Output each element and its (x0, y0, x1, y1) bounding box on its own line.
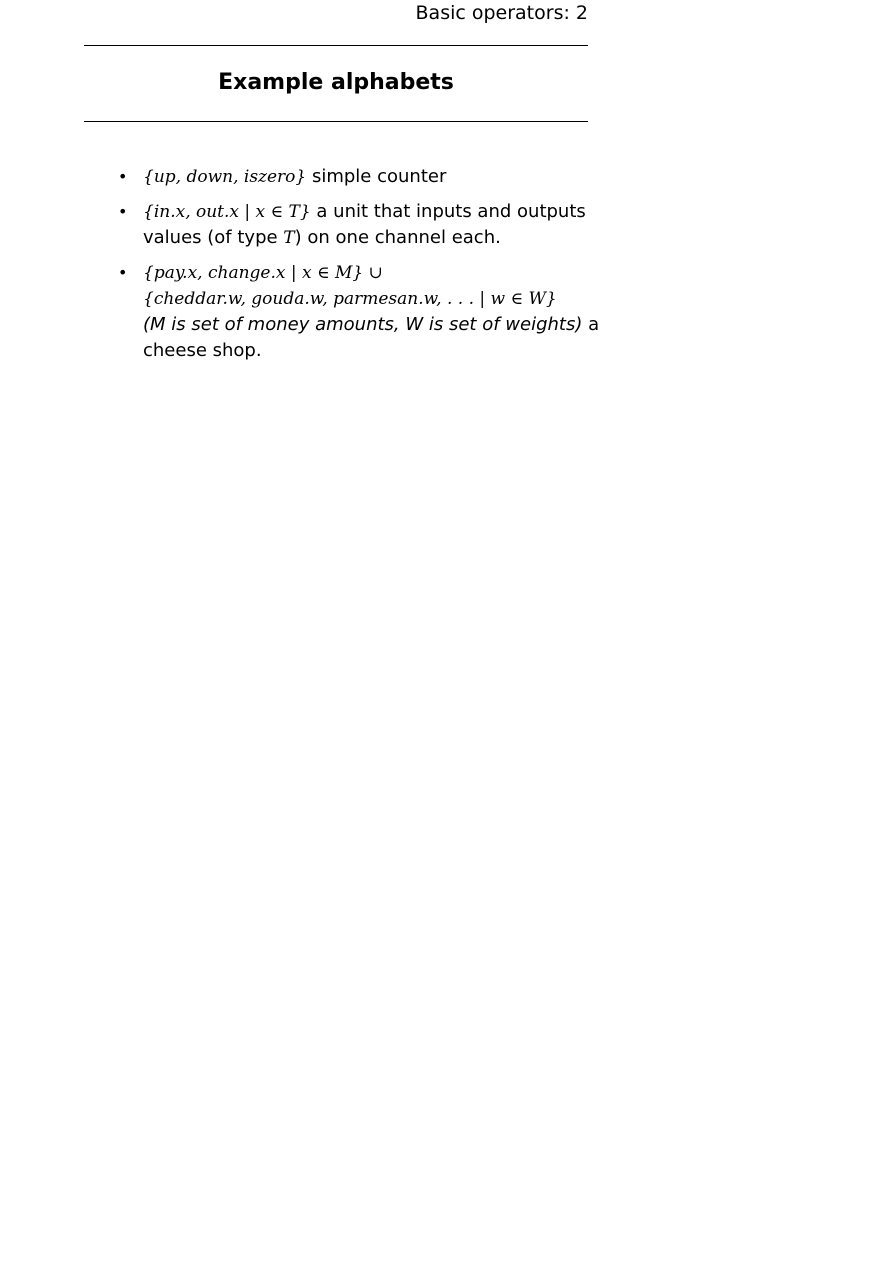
alphabet-description: a unit that inputs and outputs (310, 201, 586, 222)
alphabet-description-line2-end: ) on one channel each. (294, 227, 501, 248)
list-item (115, 260, 600, 364)
bullet-icon: • (118, 263, 128, 282)
list-item (115, 199, 595, 251)
alphabet-description-line2: values (of type (143, 227, 284, 248)
alphabet-description: simple counter (306, 166, 447, 187)
title-bottom-rule (84, 121, 588, 122)
alphabet-set: {in.x, out.x | x ∈ T} (143, 202, 311, 222)
alphabet-set: {up, down, iszero} (143, 167, 307, 187)
slide-title: Example alphabets (218, 70, 454, 95)
alphabet-set-line2: {cheddar.w, gouda.w, parmesan.w, . . . | w ∈ W} (143, 289, 557, 309)
alphabet-set-line1: {pay.x, change.x | x ∈ M} ∪ (143, 263, 383, 283)
bullet-icon: • (118, 167, 128, 186)
title-top-rule (84, 45, 588, 46)
alphabet-note: (M is set of money amounts, W is set of weights) (143, 314, 583, 335)
type-variable: T (283, 228, 295, 248)
alphabet-description: cheese shop. (143, 340, 262, 361)
alphabet-note-suffix: a (582, 314, 600, 335)
bullet-icon: • (118, 202, 128, 221)
alphabet-list (115, 164, 600, 373)
list-item (115, 164, 595, 190)
page-header: Basic operators: 2 (415, 2, 588, 24)
